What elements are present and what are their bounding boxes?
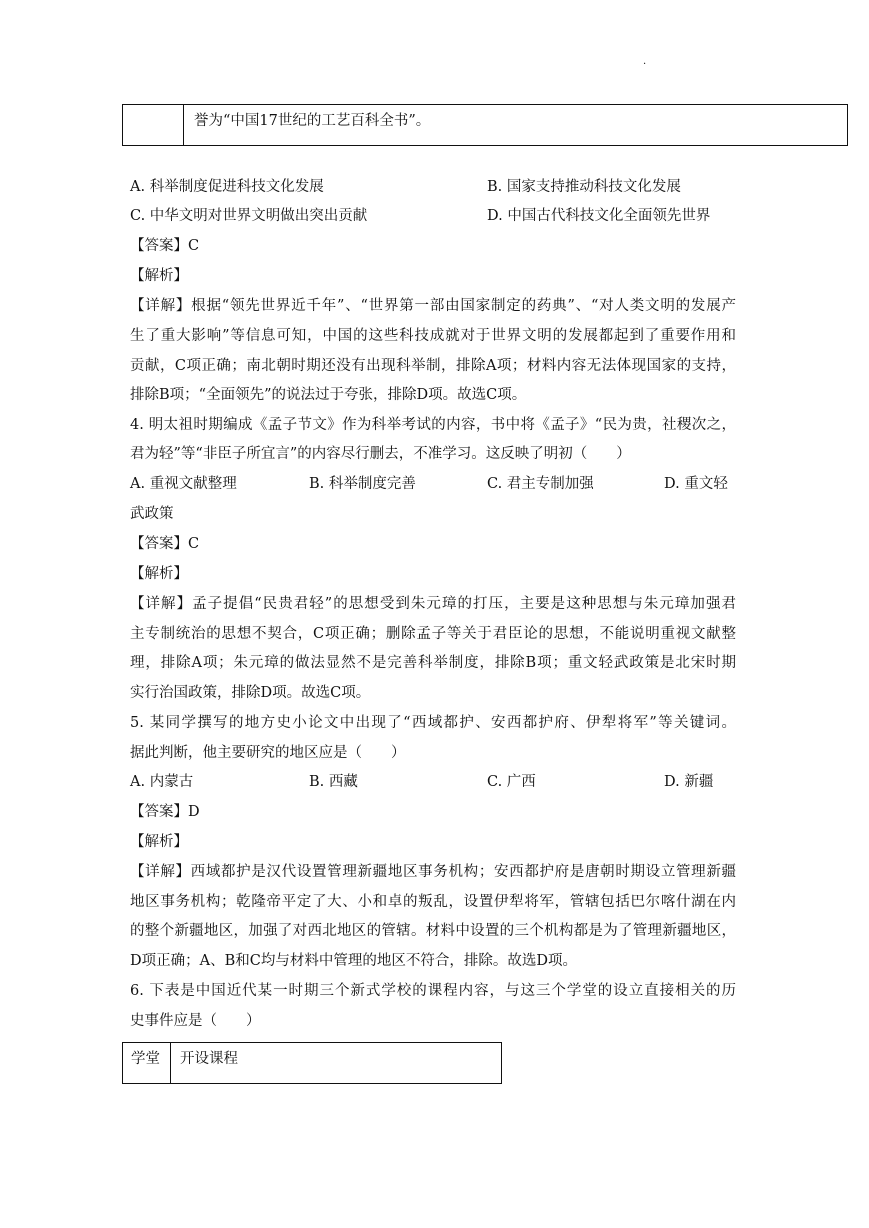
q4-option-d: D. 重文轻 — [664, 476, 728, 492]
q5-detail-line: 【详解】西域都护是汉代设置管理新疆地区事务机构；安西都护府是唐朝时期设立管理新疆 — [130, 864, 736, 880]
table-cell-text: 誉为“中国17世纪的工艺百科全书”。 — [194, 113, 431, 129]
q6-stem-line: 6. 下表是中国近代某一时期三个新式学校的课程内容，与这三个学堂的设立直接相关的历 — [130, 983, 736, 999]
q5-option-a: A. 内蒙古 — [130, 774, 194, 790]
q3-option-b: B. 国家支持推动科技文化发展 — [487, 179, 681, 195]
q4-detail-line: 主专制统治的思想不契合，C项正确；删除孟子等关于君臣论的思想，不能说明重视文献整 — [130, 626, 736, 642]
q5-stem-line: 5. 某同学撰写的地方史小论文中出现了“西域都护、安西都护府、伊犁将军”等关键词。 — [130, 715, 736, 731]
q3-detail-line: 【详解】根据“领先世界近千年”、“世界第一部由国家制定的药典”、“对人类文明的发展产 — [130, 298, 736, 314]
q4-analysis-label: 【解析】 — [130, 566, 188, 582]
table-header-courses: 开设课程 — [180, 1051, 238, 1067]
q3-detail-line: 贡献，C项正确；南北朝时期还没有出现科举制，排除A项；材料内容无法体现国家的支持， — [130, 358, 736, 374]
q4-detail-line: 实行治国政策，排除D项。故选C项。 — [130, 685, 371, 701]
q6-stem-line: 史事件应是（ ） — [130, 1013, 261, 1029]
q4-option-c: C. 君主专制加强 — [487, 476, 594, 492]
material-table — [122, 104, 848, 146]
q3-detail-line: 生了重大影响”等信息可知，中国的这些科技成就对于世界文明的发展都起到了重要作用和 — [130, 328, 736, 344]
q4-detail-line: 【详解】孟子提倡“民贵君轻”的思想受到朱元璋的打压，主要是这种思想与朱元璋加强君 — [130, 596, 736, 612]
q3-option-c: C. 中华文明对世界文明做出突出贡献 — [130, 208, 368, 224]
q5-answer: 【答案】D — [130, 804, 200, 820]
q4-detail-line: 理，排除A项；朱元璋的做法显然不是完善科举制度，排除B项；重文轻武政策是北宋时期 — [130, 655, 736, 671]
q5-option-c: C. 广西 — [487, 774, 536, 790]
school-table — [122, 1042, 502, 1084]
q5-option-d: D. 新疆 — [664, 774, 714, 790]
q4-stem-line: 君为轻”等“非臣子所宜言”的内容尽行删去，不准学习。这反映了明初（ ） — [130, 446, 631, 462]
q3-analysis-label: 【解析】 — [130, 268, 188, 284]
q3-answer: 【答案】C — [130, 238, 200, 254]
q3-detail-line: 排除B项；“全面领先”的说法过于夸张，排除D项。故选C项。 — [130, 387, 527, 403]
q5-detail-line: 的整个新疆地区，加强了对西北地区的管辖。材料中设置的三个机构都是为了管理新疆地区， — [130, 923, 736, 939]
table-divider — [183, 105, 184, 145]
q3-option-d: D. 中国古代科技文化全面领先世界 — [487, 208, 711, 224]
q5-option-b: B. 西藏 — [309, 774, 358, 790]
q5-detail-line: D项正确；A、B和C均与材料中管理的地区不符合，排除。故选D项。 — [130, 953, 577, 969]
header-dot: . — [643, 56, 647, 67]
q3-option-a: A. 科举制度促进科技文化发展 — [130, 179, 324, 195]
table-header-school: 学堂 — [131, 1051, 160, 1067]
q5-detail-line: 地区事务机构；乾隆帝平定了大、小和卓的叛乱，设置伊犁将军，管辖包括巴尔喀什湖在内 — [130, 894, 736, 910]
q4-option-a: A. 重视文献整理 — [130, 476, 237, 492]
q5-stem-line: 据此判断，他主要研究的地区应是（ ） — [130, 745, 406, 761]
q4-option-d-wrap: 武政策 — [130, 506, 174, 522]
table-divider — [170, 1043, 171, 1083]
q4-stem-line: 4. 明太祖时期编成《孟子节文》作为科举考试的内容，书中将《孟子》“民为贵，社稷次之， — [130, 417, 736, 433]
q5-analysis-label: 【解析】 — [130, 834, 188, 850]
q4-answer: 【答案】C — [130, 536, 200, 552]
q4-option-b: B. 科举制度完善 — [309, 476, 416, 492]
